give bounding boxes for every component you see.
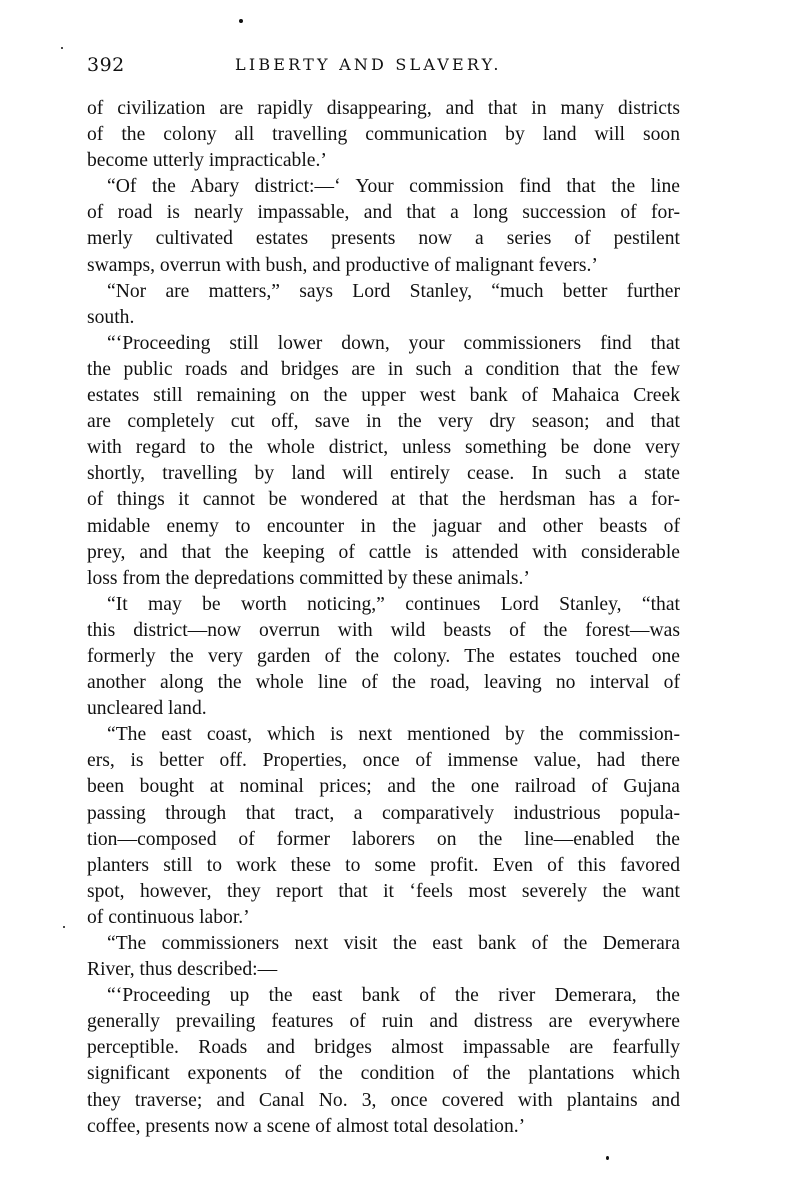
text-line: merly cultivated estates presents now a series of pestilent bbox=[87, 228, 680, 250]
text-line: of road is nearly impassable, and that a long succession of for- bbox=[87, 202, 680, 224]
paragraph bbox=[87, 931, 680, 983]
paragraph bbox=[87, 96, 680, 174]
text-line: “It may be worth noticing,” continues Lord Stanley, “that bbox=[107, 593, 680, 615]
paragraph bbox=[87, 592, 680, 722]
text-line: are completely cut off, save in the very dry season; and that bbox=[87, 411, 680, 433]
text-line: “Of the Abary district:—‘ Your commission find that the line bbox=[107, 176, 680, 198]
paragraph bbox=[87, 331, 680, 592]
text-line: of things it cannot be wondered at that the herdsman has a for- bbox=[87, 489, 680, 511]
text-line: passing through that tract, a comparatively industrious popula- bbox=[87, 802, 680, 824]
text-line: estates still remaining on the upper west bank of Mahaica Creek bbox=[87, 385, 680, 407]
text-line: “‘Proceeding up the east bank of the river Demerara, the bbox=[107, 985, 680, 1007]
text-line: “Nor are matters,” says Lord Stanley, “much better further bbox=[107, 280, 680, 302]
text-line: coffee, presents now a scene of almost total desolation.’ bbox=[87, 1115, 526, 1137]
text-line: become utterly impracticable.’ bbox=[87, 150, 327, 172]
text-line: uncleared land. bbox=[87, 698, 207, 720]
text-line: been bought at nominal prices; and the one railroad of Gujana bbox=[87, 776, 680, 798]
scan-speck bbox=[63, 926, 65, 928]
text-line: “The east coast, which is next mentioned by the commission- bbox=[107, 724, 680, 746]
paragraph bbox=[87, 983, 680, 1140]
text-line: south. bbox=[87, 306, 135, 328]
body-text bbox=[87, 96, 680, 1140]
scan-speck bbox=[61, 47, 63, 49]
running-title: LIBERTY AND SLAVERY. bbox=[235, 55, 502, 74]
text-line: the public roads and bridges are in such a condition that the few bbox=[87, 358, 680, 380]
paragraph bbox=[87, 722, 680, 931]
text-line: loss from the depredations committed by these animals.’ bbox=[87, 567, 530, 589]
text-line: planters still to work these to some profit. Even of this favored bbox=[87, 854, 680, 876]
text-line: “‘Proceeding still lower down, your commissioners find that bbox=[107, 332, 680, 354]
page-number: 392 bbox=[87, 54, 125, 76]
text-line: ers, is better off. Properties, once of immense value, had there bbox=[87, 750, 680, 772]
text-line: “The commissioners next visit the east bank of the Demerara bbox=[107, 933, 680, 954]
text-line: tion—composed of former laborers on the line—enabled the bbox=[87, 828, 680, 850]
text-line: shortly, travelling by land will entirely cease. In such a state bbox=[87, 463, 680, 485]
text-line: perceptible. Roads and bridges almost impassable are fearfully bbox=[87, 1037, 680, 1059]
text-line: generally prevailing features of ruin and distress are everywhere bbox=[87, 1011, 680, 1033]
text-line: this district—now overrun with wild beasts of the forest—was bbox=[87, 619, 680, 641]
running-head bbox=[87, 52, 680, 78]
text-line: formerly the very garden of the colony. The estates touched one bbox=[87, 645, 680, 667]
text-line: spot, however, they report that it ‘feels most severely the want bbox=[87, 880, 680, 902]
paragraph bbox=[87, 174, 680, 278]
text-line: midable enemy to encounter in the jaguar and other beasts of bbox=[87, 515, 680, 537]
book-page bbox=[87, 52, 680, 1140]
text-line: of the colony all travelling communication by land will soon bbox=[87, 124, 680, 146]
text-line: of civilization are rapidly disappearing, and that in many districts bbox=[87, 98, 680, 119]
text-line: prey, and that the keeping of cattle is attended with considerable bbox=[87, 541, 680, 563]
text-line: they traverse; and Canal No. 3, once covered with plantains and bbox=[87, 1089, 680, 1111]
text-line: swamps, overrun with bush, and productive of malignant fevers.’ bbox=[87, 254, 598, 276]
paragraph bbox=[87, 279, 680, 331]
text-line: River, thus described:— bbox=[87, 959, 278, 981]
scan-speck bbox=[606, 1156, 609, 1160]
scan-speck bbox=[239, 19, 243, 23]
text-line: another along the whole line of the road, leaving no interval of bbox=[87, 672, 680, 694]
text-line: of continuous labor.’ bbox=[87, 906, 250, 928]
text-line: with regard to the whole district, unless something be done very bbox=[87, 437, 680, 459]
text-line: significant exponents of the condition of the plantations which bbox=[87, 1063, 680, 1085]
